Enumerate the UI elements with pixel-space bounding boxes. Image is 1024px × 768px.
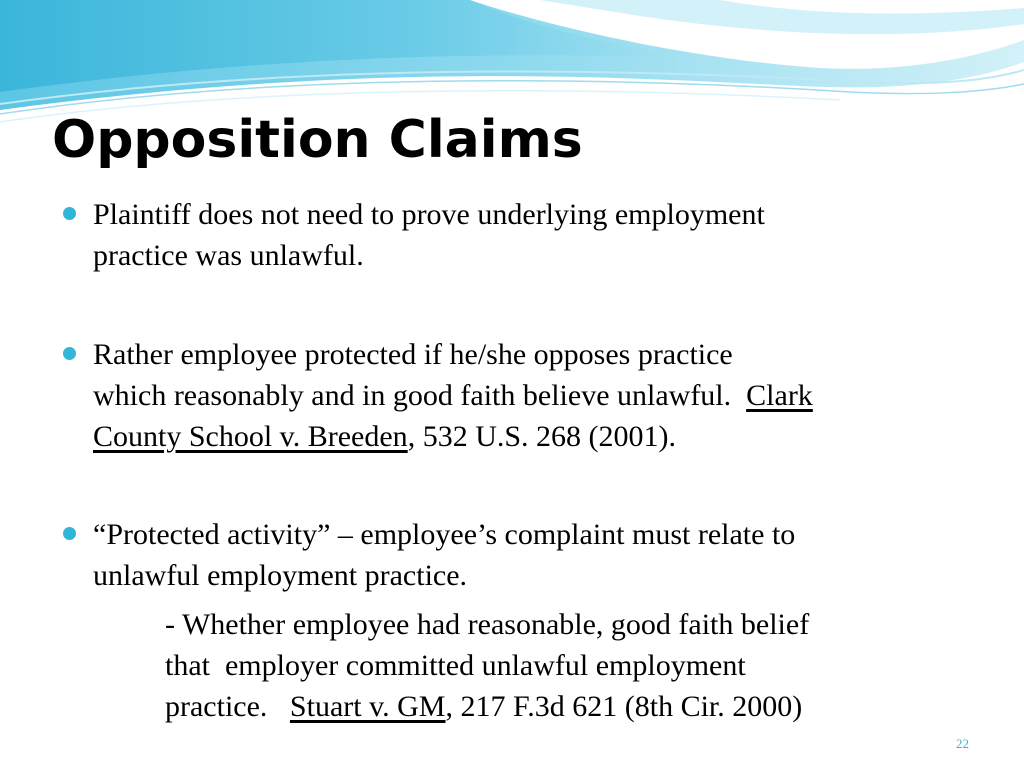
bullet-2-line-3	[93, 416, 973, 457]
bullet-1-line-2: practice was unlawful.	[93, 239, 364, 272]
slide-title: Opposition Claims	[52, 110, 583, 170]
case-citation-clark: Clark	[746, 379, 813, 412]
bullet-item-2	[93, 334, 973, 457]
bullet-dot-icon	[63, 207, 76, 220]
sub-line-1: - Whether employee had reasonable, good faith belief	[165, 608, 810, 641]
bullet-item-1	[93, 194, 973, 276]
sub-line-3	[165, 686, 985, 727]
case-citation-stuart: Stuart v. GM	[289, 690, 446, 723]
page-number: 22	[956, 736, 969, 751]
bullet-3-line-1: “Protected activity” – employee’s complaint must relate to	[93, 518, 796, 551]
sub-line-2: that employer committed unlawful employment	[165, 649, 746, 682]
bullet-dot-icon	[63, 527, 76, 540]
bullet-item-3	[93, 514, 973, 596]
bullet-3-line-2: unlawful employment practice.	[93, 559, 468, 592]
sub-line-3-rest: , 217 F.3d 621 (8th Cir. 2000)	[445, 690, 803, 723]
sub-paragraph	[165, 604, 985, 727]
sub-line-3-text: practice.	[165, 690, 290, 723]
bullet-2-line-2-text: which reasonably and in good faith believe unlawful.	[93, 379, 747, 412]
bullet-dot-icon	[63, 347, 76, 360]
bullet-2-line-3-rest: , 532 U.S. 268 (2001).	[407, 420, 677, 453]
bullet-2-line-2	[93, 375, 973, 416]
bullet-2-line-1: Rather employee protected if he/she opposes practice	[93, 338, 733, 371]
bullet-1-line-1: Plaintiff does not need to prove underlying employment	[93, 198, 765, 231]
case-citation-breeden: County School v. Breeden	[93, 420, 408, 453]
